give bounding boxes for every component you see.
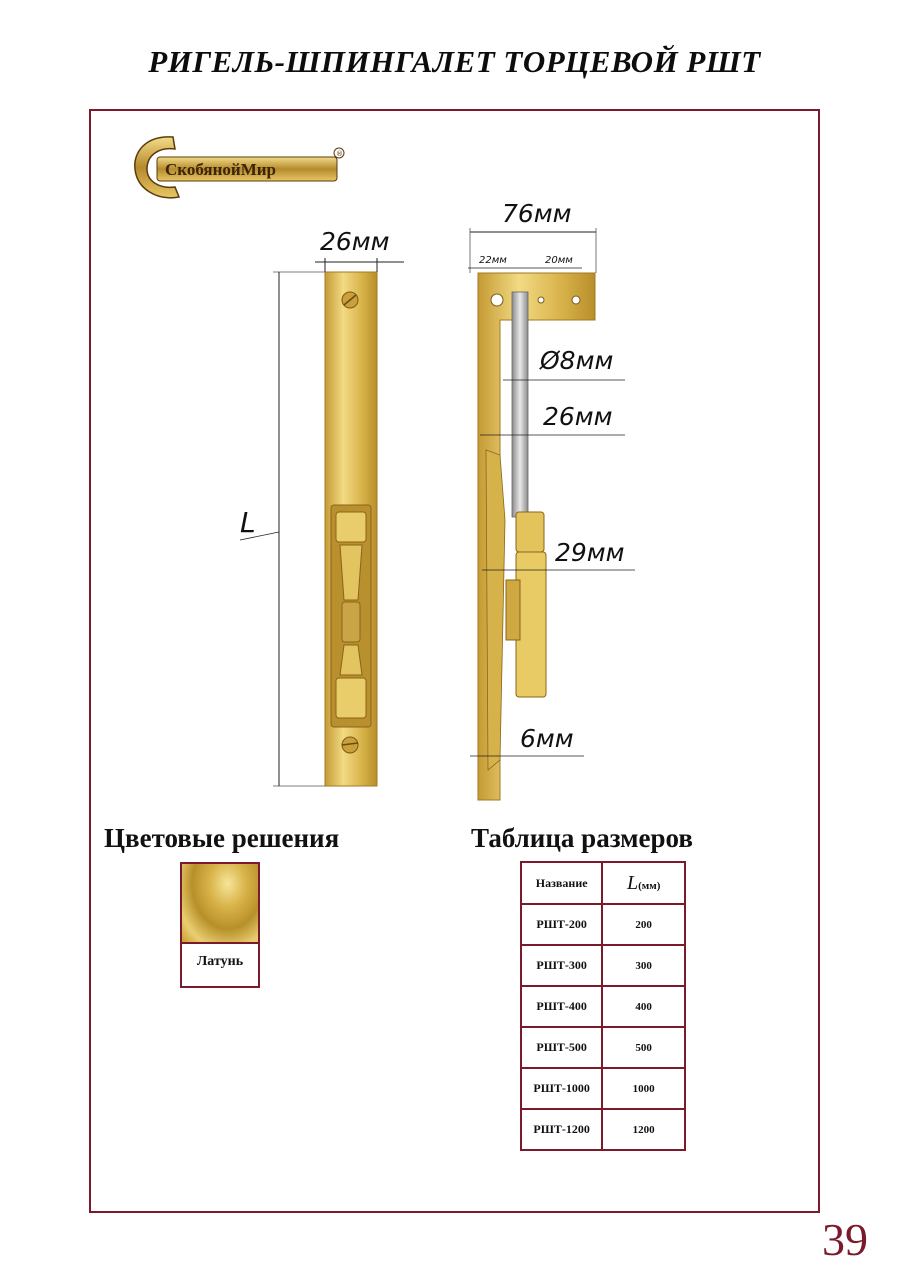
logo-registered-mark: ® bbox=[336, 150, 343, 158]
sizes-table bbox=[520, 861, 686, 1151]
table-header-row bbox=[521, 862, 685, 904]
front-view bbox=[240, 227, 404, 786]
swatch-label: Латунь bbox=[196, 954, 244, 969]
sizes-heading: Таблица размеров bbox=[471, 823, 693, 853]
color-swatch-card bbox=[180, 862, 260, 988]
row-name: РШТ-200 bbox=[521, 904, 602, 945]
row-value: 200 bbox=[602, 904, 685, 945]
row-name: РШТ-1000 bbox=[521, 1068, 602, 1109]
hole-spacing-1-label: 22мм bbox=[479, 255, 507, 266]
table-row bbox=[521, 904, 685, 945]
row-value: 1200 bbox=[602, 1109, 685, 1150]
header-length bbox=[602, 862, 685, 904]
length-label: L bbox=[240, 506, 256, 539]
colors-heading: Цветовые решения bbox=[104, 823, 340, 853]
hole-spacing-2-label: 20мм bbox=[545, 255, 573, 266]
row-name: РШТ-500 bbox=[521, 1027, 602, 1068]
header-length-symbol: L bbox=[626, 871, 639, 894]
handle bbox=[516, 512, 544, 552]
page-number: 39 bbox=[822, 1214, 868, 1265]
row-name: РШТ-1200 bbox=[521, 1109, 602, 1150]
front-width-label: 26мм bbox=[320, 227, 390, 256]
offset-label: 26мм bbox=[543, 402, 613, 431]
table-row bbox=[521, 945, 685, 986]
row-name: РШТ-400 bbox=[521, 986, 602, 1027]
header-name: Название bbox=[521, 862, 602, 904]
overall-width-label: 76мм bbox=[502, 199, 572, 228]
logo-text: СкобянойМир bbox=[165, 160, 277, 179]
table-row bbox=[521, 1109, 685, 1150]
handle-width-label: 29мм bbox=[555, 538, 625, 567]
row-value: 300 bbox=[602, 945, 685, 986]
page-title: РИГЕЛЬ-ШПИНГАЛЕТ ТОРЦЕВОЙ РШТ bbox=[148, 44, 761, 79]
row-value: 400 bbox=[602, 986, 685, 1027]
row-value: 500 bbox=[602, 1027, 685, 1068]
table-row bbox=[521, 1068, 685, 1109]
brass-swatch bbox=[182, 864, 258, 944]
table-row bbox=[521, 986, 685, 1027]
rod-diameter-label: Ø8мм bbox=[540, 346, 614, 375]
side-view bbox=[468, 199, 635, 800]
row-value: 1000 bbox=[602, 1068, 685, 1109]
table-row bbox=[521, 1027, 685, 1068]
plate-thickness-label: 6мм bbox=[520, 724, 574, 753]
rod bbox=[512, 292, 528, 517]
header-length-unit: (мм) bbox=[638, 879, 661, 892]
row-name: РШТ-300 bbox=[521, 945, 602, 986]
